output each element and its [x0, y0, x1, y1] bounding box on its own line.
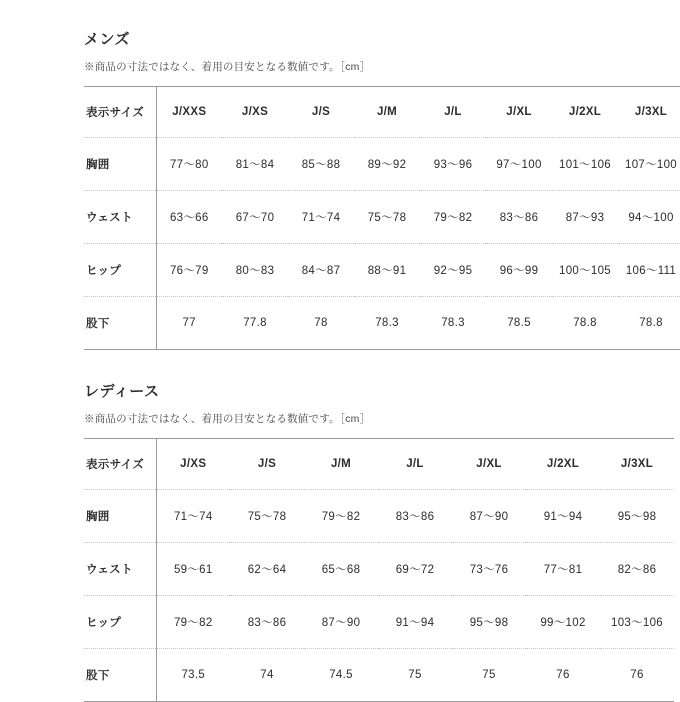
table-cell: 87〜93: [552, 191, 618, 244]
table-cell: 101〜106: [552, 138, 618, 191]
table-cell: 74: [230, 649, 304, 702]
table-cell: 74.5: [304, 649, 378, 702]
table-cell: 83〜86: [230, 596, 304, 649]
table-cell: 93〜96: [420, 138, 486, 191]
table-cell: 73〜76: [452, 543, 526, 596]
row-header-cell: ウェスト: [84, 191, 156, 244]
table-cell: 75〜78: [354, 191, 420, 244]
table-cell: 79〜82: [304, 490, 378, 543]
table-cell: 78.3: [354, 297, 420, 350]
column-header-cell: J/2XL: [552, 87, 618, 138]
mens-size-table: [84, 86, 680, 350]
table-cell: 78.3: [420, 297, 486, 350]
table-cell: 87〜90: [452, 490, 526, 543]
table-cell: 94〜100: [618, 191, 680, 244]
column-header-cell: J/M: [354, 87, 420, 138]
table-cell: 59〜61: [156, 543, 230, 596]
column-header-cell: J/XL: [452, 439, 526, 490]
column-header-cell: J/2XL: [526, 439, 600, 490]
table-cell: 76: [600, 649, 674, 702]
table-cell: 76: [526, 649, 600, 702]
table-cell: 76〜79: [156, 244, 222, 297]
table-cell: 92〜95: [420, 244, 486, 297]
column-header-cell: J/3XL: [618, 87, 680, 138]
table-cell: 79〜82: [420, 191, 486, 244]
table-cell: 95〜98: [452, 596, 526, 649]
table-cell: 97〜100: [486, 138, 552, 191]
table-cell: 69〜72: [378, 543, 452, 596]
mens-section-title: メンズ: [84, 31, 131, 48]
table-cell: 107〜100: [618, 138, 680, 191]
column-header-cell: 表示サイズ: [84, 87, 156, 138]
womens-section-note: ※商品の寸法ではなく、着用の目安となる数値です。［cm］: [84, 413, 371, 425]
womens-size-table: [84, 438, 674, 702]
table-cell: 71〜74: [288, 191, 354, 244]
table-cell: 78: [288, 297, 354, 350]
table-row: [84, 543, 674, 596]
column-header-cell: J/M: [304, 439, 378, 490]
row-header-cell: 胸囲: [84, 490, 156, 543]
table-cell: 65〜68: [304, 543, 378, 596]
table-row: [84, 138, 680, 191]
column-header-cell: J/XL: [486, 87, 552, 138]
table-cell: 77.8: [222, 297, 288, 350]
table-cell: 67〜70: [222, 191, 288, 244]
table-cell: 62〜64: [230, 543, 304, 596]
mens-section-note: ※商品の寸法ではなく、着用の目安となる数値です。［cm］: [84, 61, 371, 73]
table-cell: 77〜80: [156, 138, 222, 191]
column-header-cell: J/XS: [222, 87, 288, 138]
table-cell: 84〜87: [288, 244, 354, 297]
column-header-cell: J/S: [230, 439, 304, 490]
table-cell: 81〜84: [222, 138, 288, 191]
table-cell: 91〜94: [378, 596, 452, 649]
section-spacer: [84, 354, 596, 380]
column-header-cell: J/XS: [156, 439, 230, 490]
column-header-cell: J/L: [420, 87, 486, 138]
table-cell: 80〜83: [222, 244, 288, 297]
womens-section: [84, 380, 663, 702]
table-cell: 87〜90: [304, 596, 378, 649]
column-header-cell: J/S: [288, 87, 354, 138]
table-cell: 79〜82: [156, 596, 230, 649]
column-header-cell: J/3XL: [600, 439, 674, 490]
table-cell: 89〜92: [354, 138, 420, 191]
row-header-cell: ヒップ: [84, 596, 156, 649]
table-cell: 78.5: [486, 297, 552, 350]
row-header-cell: ヒップ: [84, 244, 156, 297]
table-cell: 75: [378, 649, 452, 702]
table-cell: 82〜86: [600, 543, 674, 596]
table-cell: 77: [156, 297, 222, 350]
table-row: [84, 596, 674, 649]
table-cell: 103〜106: [600, 596, 674, 649]
table-cell: 63〜66: [156, 191, 222, 244]
row-header-cell: 胸囲: [84, 138, 156, 191]
table-cell: 95〜98: [600, 490, 674, 543]
row-header-cell: ウェスト: [84, 543, 156, 596]
table-row: [84, 490, 674, 543]
table-row: [84, 87, 680, 138]
table-cell: 75: [452, 649, 526, 702]
table-row: [84, 649, 674, 702]
table-row: [84, 297, 680, 350]
row-header-cell: 股下: [84, 297, 156, 350]
table-cell: 73.5: [156, 649, 230, 702]
column-header-cell: J/XXS: [156, 87, 222, 138]
table-cell: 71〜74: [156, 490, 230, 543]
table-cell: 91〜94: [526, 490, 600, 543]
column-header-cell: J/L: [378, 439, 452, 490]
table-row: [84, 244, 680, 297]
table-cell: 85〜88: [288, 138, 354, 191]
table-cell: 75〜78: [230, 490, 304, 543]
table-cell: 78.8: [618, 297, 680, 350]
table-row: [84, 191, 680, 244]
table-cell: 83〜86: [486, 191, 552, 244]
table-cell: 106〜111: [618, 244, 680, 297]
table-cell: 100〜105: [552, 244, 618, 297]
table-cell: 88〜91: [354, 244, 420, 297]
table-cell: 77〜81: [526, 543, 600, 596]
table-cell: 99〜102: [526, 596, 600, 649]
column-header-cell: 表示サイズ: [84, 439, 156, 490]
table-cell: 96〜99: [486, 244, 552, 297]
table-cell: 83〜86: [378, 490, 452, 543]
mens-section: [84, 28, 677, 350]
womens-section-title: レディース: [84, 383, 160, 400]
table-row: [84, 439, 674, 490]
row-header-cell: 股下: [84, 649, 156, 702]
table-cell: 78.8: [552, 297, 618, 350]
